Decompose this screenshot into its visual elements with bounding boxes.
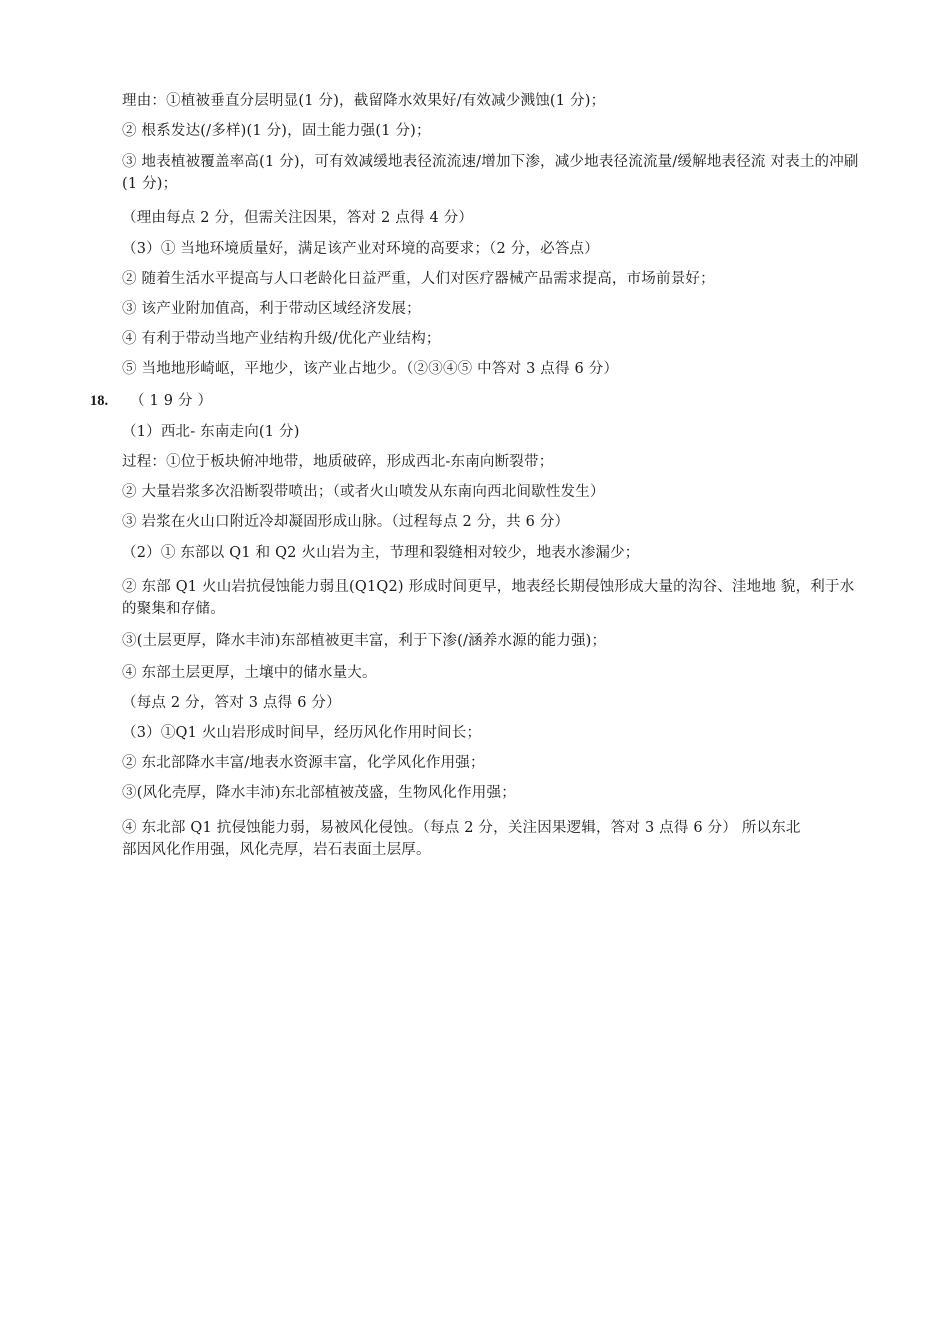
answer-line: ④ 东北部 Q1 抗侵蚀能力弱，易被风化侵蚀。（每点 2 分，关注因果逻辑，答对 3 点得 6 分） 所以东北部因风化作用强，风化壳厚，岩石表面土层厚。: [122, 820, 801, 858]
answer-line: ② 东部 Q1 火山岩抗侵蚀能力弱且(Q1Q2) 形成时间更早，地表经长期侵蚀形成大量的沟谷、洼地地 貌，利于水的聚集和存储。: [122, 579, 855, 617]
answer-line: ② 根系发达(/多样)(1 分)，固土能力强(1 分)；: [122, 123, 431, 139]
answer-line: ③ 地表植被覆盖率高(1 分)，可有效减缓地表径流流速/增加下渗，减少地表径流流量/缓解地表径流 对表土的冲刷(1 分)；: [122, 154, 859, 192]
answer-line: （2）① 东部以 Q1 和 Q2 火山岩为主，节理和裂缝相对较少，地表水渗漏少；: [122, 545, 640, 561]
answer-line: 理由：①植被垂直分层明显(1 分)，截留降水效果好/有效减少溅蚀(1 分)；: [122, 93, 606, 109]
answer-line: （1）西北- 东南走向(1 分): [122, 424, 300, 440]
answer-line: ② 东北部降水丰富/地表水资源丰富，化学风化作用强；: [122, 755, 485, 771]
answer-line: ④ 东部土层更厚，土壤中的储水量大。: [122, 665, 377, 681]
question-score: （ 1 9 分 ）: [130, 393, 213, 409]
question-number: 18.: [90, 393, 109, 409]
answer-line: （3）① 当地环境质量好，满足该产业对环境的高要求；（2 分，必答点）: [122, 241, 599, 257]
answer-line: ③ 该产业附加值高，利于带动区域经济发展；: [122, 301, 421, 317]
answer-line: 过程：①位于板块俯冲地带，地质破碎，形成西北-东南向断裂带；: [122, 454, 554, 470]
answer-line: ④ 有利于带动当地产业结构升级/优化产业结构；: [122, 331, 441, 347]
answer-line: ② 随着生活水平提高与人口老龄化日益严重，人们对医疗器械产品需求提高，市场前景好；: [122, 271, 715, 287]
scoring-note: （理由每点 2 分，但需关注因果，答对 2 点得 4 分）: [122, 210, 474, 226]
answer-line: ② 大量岩浆多次沿断裂带喷出；（或者火山喷发从东南向西北间歇性发生）: [122, 484, 605, 500]
answer-line: ③(土层更厚，降水丰沛)东部植被更丰富，利于下渗(/涵养水源的能力强)；: [122, 633, 607, 649]
answer-line: ⑤ 当地地形崎岖，平地少，该产业占地少。（②③④⑤ 中答对 3 点得 6 分）: [122, 361, 619, 377]
answer-line: （3）①Q1 火山岩形成时间早，经历风化作用时间长；: [122, 725, 482, 741]
scoring-note: （每点 2 分，答对 3 点得 6 分）: [122, 695, 341, 711]
answer-line: ③(风化壳厚，降水丰沛)东北部植被茂盛，生物风化作用强；: [122, 785, 516, 801]
answer-line: ③ 岩浆在火山口附近冷却凝固形成山脉。（过程每点 2 分，共 6 分）: [122, 514, 570, 530]
